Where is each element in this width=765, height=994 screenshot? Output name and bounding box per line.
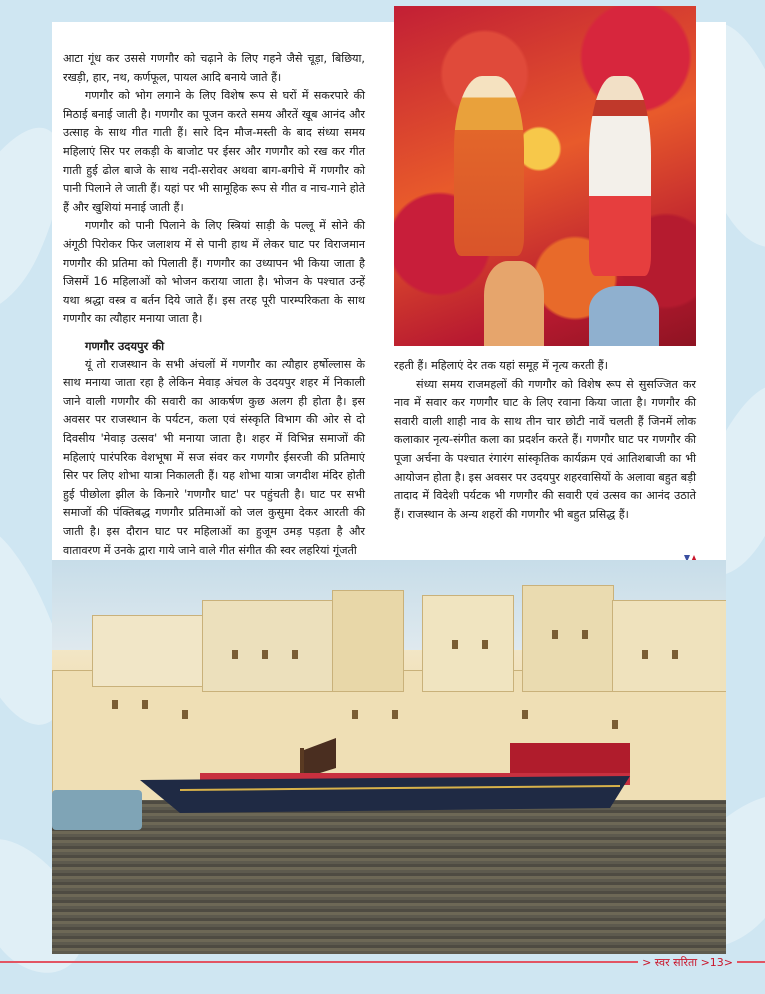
paragraph: आटा गूंध कर उससे गणगौर को चढ़ाने के लिए गहने जैसे चूड़ा, बिछिया, रखड़ी, हार, नथ, कर्णफूल, पायल आदि बनाये जाते हैं। [63, 52, 365, 84]
section-heading: गणगौर उदयपुर की [85, 339, 165, 353]
left-column-top [63, 50, 365, 329]
royal-boat-photo [52, 560, 726, 954]
paragraph: संध्या समय राजमहलों की गणगौर को विशेष रूप से सुसज्जित कर नाव में सवार कर गणगौर घाट के लिए रवाना किया जाता है। गणगौर की सवारी वाली शाही नाव के साथ तीन चार छोटी नावें चलती हैं जिनमें लोक कलाकार नृत्य-संगीत कला का प्रदर्शन करते हैं। गणगौर घाट पर गणगौर की पूजा अर्चना के पश्चात रंगारंग सांस्कृतिक कार्यक्रम एवं आतिशबाजी का भी आयोजन होता है। इस अवसर पर उदयपुर शहरवासियों के अलावा बहुत बड़ी तादाद में विदेशी पर्यटक भी गणगौर की सवारी एवं उत्सव का आनंद उठाते हैं। राजस्थान के अन्य शहरों की गणगौर भी बहुत प्रसिद्ध हैं। [394, 377, 696, 521]
paragraph: गणगौर को पानी पिलाने के लिए स्त्रियां साड़ी के पल्लू में सोने की अंगूठी पिरोकर फिर जलाशय में से पानी हाथ में लेकर घाट पर विराजमान गणगौर की प्रतिमा को पिलाती हैं। गणगौर का उध्यापन भी किया जाता है जिसमें 16 महिलाओं को भोजन कराया जाता है। भोजन के पश्चात उन्हें यथा श्रद्धा वस्त्र व बर्तन दिये जाते हैं। इस तरह पूरी पारम्परिकता के साथ गणगौर का त्यौहार मनाया जाता है। [63, 219, 365, 326]
royal-boat [140, 738, 640, 818]
paragraph: रहती हैं। महिलाएं देर तक यहां समूह में नृत्य करती हैं। [394, 359, 608, 372]
procession-photo [394, 6, 696, 346]
left-column-bottom [63, 337, 365, 560]
page-footer: > स्वर सरिता >13> [638, 955, 737, 970]
paragraph: गणगौर को भोग लगाने के लिए विशेष रूप से घरों में सकरपारे की मिठाई बनाई जाती है। गणगौर का पूजन करते समय औरतें खूब आनंद और उत्साह के साथ गीत गाती हैं। सारे दिन मौज-मस्ती के बाद संध्या समय महिलाएं सिर पर लकड़ी के बाजोट पर ईसर और गणगौर को रख कर गीत गाती हुई ढोल बाजे के साथ नदी-सरोवर अथवा बाग-बगीचे में गणगौर को पानी पिलाने ले जाती हैं। यहां पर भी सामूहिक रूप से गीत व नाच-गाने होते हैं और खुशियां मनाई जाती हैं। [63, 89, 365, 214]
right-column [394, 357, 696, 524]
paragraph: यूं तो राजस्थान के सभी अंचलों में गणगौर का त्यौहार हर्षोल्लास के साथ मनाया जाता रहा है लेकिन मेवाड़ अंचल के उदयपुर शहर में निकाली जाने वाली गणगौर की सवारी का आकर्षण कुछ अलग ही होता है। इस अवसर पर राजस्थान के पर्यटन, कला एवं संस्कृति विभाग की ओर से दो दिवसीय 'मेवाड़ उत्सव' भी मनाया जाता है। शहर में विभिन्न समाजों की महिलाएं पारंपरिक वेशभूषा में सज संवर कर गणगौर ईसरजी की प्रतिमाएं सिर पर लिए शोभा यात्रा निकालती हैं। यह शोभा यात्रा जगदीश मंदिर होती हुई पीछोला झील के किनारे 'गणगौर घाट' पर पहुंचती है। घाट पर सभी समाजों की पंक्तिबद्ध गणगौर प्रतिमाओं को जल कुसुमा देकर आरती की जाती है। इस दौरान घाट पर महिलाओं का हुजूम उमड़ पड़ता है और वातावरण में उनके द्वारा गाये जाने वाले गीत संगीत की स्वर लहरियां गूंजती [63, 357, 365, 557]
